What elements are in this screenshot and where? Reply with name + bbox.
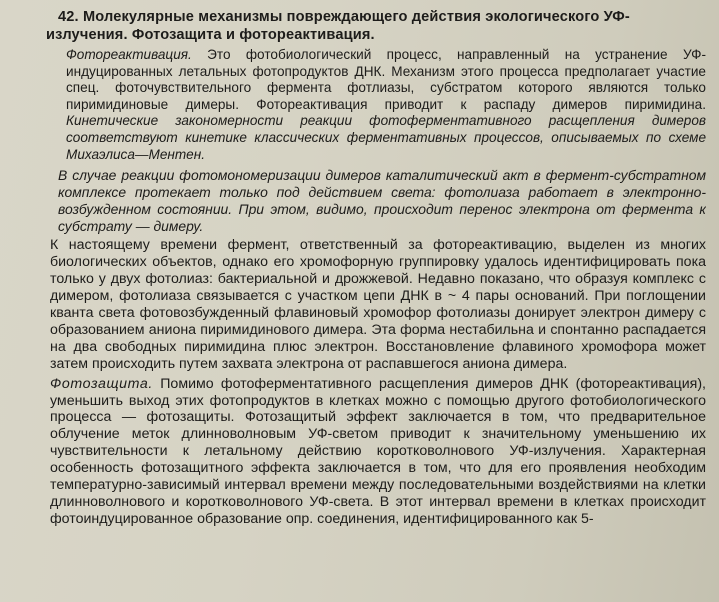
paragraph-text: Это фотобиологический процесс, направленный на устранение УФ-индуцированных летальных фотопродуктов ДНК. Механизм этого процесса предполагает участие спец. фоточувствительного фермента фотлиазы, субстратом которого являются только пиримидиновые димеры. Фотореактивация приводит к распаду димеров пиримидина. <box>66 47 706 112</box>
paragraph-text: К настоящему времени фермент, ответственный за фотореактивацию, выделен из многих биологических объектов, однако его хромофорную группировку удалось идентифицировать пока только у двух фотолиаз: бактериальной и дрожжевой. Недавно показано, что образуя комплекс с димером, фотолиаза связывается с участком цепи ДНК в ~ 4 пары оснований. При поглощении кванта света фотовозбужденный флавиновый хромофор фотолиазы донирует электрон димеру с образованием аниона пиримидинового димера. Эта форма нестабильна и спонтанно распадается на два свободных пиримидина плюс электрон. Восстановление флавиного хромофора может затем происходить путем захвата электрона от распавшегося аниона димера. <box>50 237 706 372</box>
paragraph-text: В случае реакции фотомономеризации димеров каталитический акт в фермент-субстратном комплексе протекает только под действием света: фотолиаза работает в электронно-возбужденном состоянии. При этом, видимо, происходит перенос электрона от фермента к субстрату — димеру. <box>58 167 706 234</box>
paragraph-photoreactivation <box>46 47 706 163</box>
paragraph-tail: Кинетические закономерности реакции фотоферментативного расщепления димеров соответствуют кинетике классических ферментативных процессов, описываемых по схеме Михаэлиса—Ментен. <box>66 113 706 162</box>
section-number: 42. <box>58 9 79 25</box>
paragraph-photolyase <box>46 237 706 372</box>
section-heading <box>46 8 706 44</box>
section-title-line2: излучения. Фотозащита и фотореактивация. <box>46 27 375 43</box>
paragraph-photoprotection <box>46 376 706 528</box>
section-title-line1: Молекулярные механизмы повреждающего действия экологического УФ- <box>82 9 630 25</box>
paragraph-lead: Фотозащита. <box>50 375 153 392</box>
paragraph-text: Помимо фотоферментативного расщепления димеров ДНК (фотореактивация), уменьшить выход этих фотопродуктов в клетках можно с помощью другого фотобиологического процесса — фотозащиты. Фотозащитый эффект заключается в том, что предварительное облучение меток длинноволновым УФ-светом приводит к значительному уменьшению их чувствительности к летальному действию коротковолнового УФ-излучения. Характерная особенность фотозащитного эффекта заключается в том, что для его проявления необходим температурно-зависимый интервал времени между последовательными воздействиями на клетки длинноволнового и коротковолнового УФ-света. В этот интервал времени в клетках происходит фотоиндуцированное образование опр. соединения, идентифицированного как 5- <box>50 375 706 527</box>
paragraph-lead: Фотореактивация. <box>66 47 192 62</box>
document-page <box>46 8 706 598</box>
paragraph-photomonomerization <box>46 167 706 234</box>
